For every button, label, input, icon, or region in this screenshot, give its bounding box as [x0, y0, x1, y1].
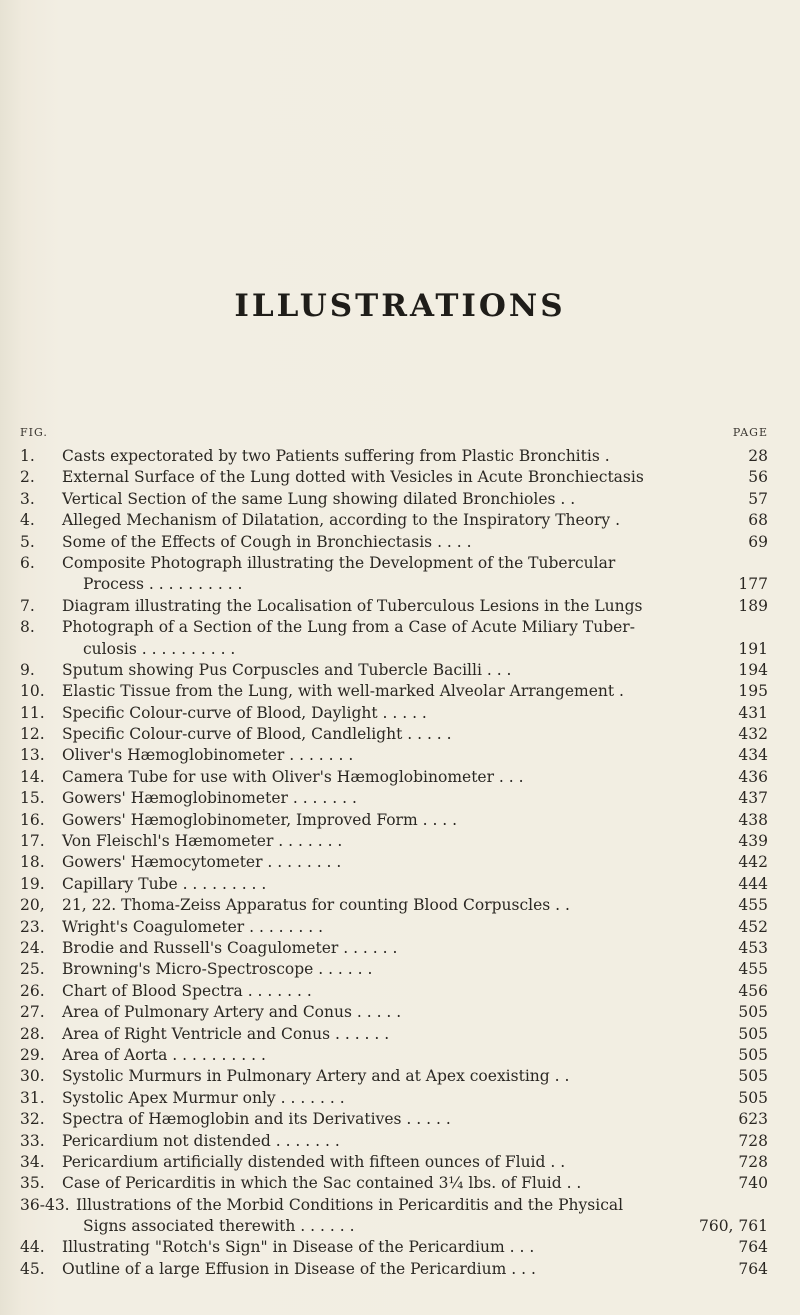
figure-number: 26. — [20, 981, 45, 1000]
page-number: 728 — [738, 1152, 768, 1171]
page-number: 728 — [738, 1131, 768, 1150]
figure-number: 6. — [20, 553, 35, 572]
list-item — [0, 1173, 800, 1194]
figure-caption: Photograph of a Section of the Lung from a Case of Acute Miliary Tuber- — [62, 618, 635, 637]
list-item — [0, 1259, 800, 1280]
page-column-header: PAGE — [732, 426, 768, 439]
list-item — [0, 917, 800, 938]
figure-number: 25. — [20, 960, 45, 979]
page-number: 431 — [738, 703, 768, 722]
page-number: 623 — [738, 1110, 768, 1129]
illustrations-list — [0, 446, 800, 1280]
list-item — [0, 617, 800, 638]
list-item — [0, 574, 800, 595]
figure-number: 23. — [20, 917, 45, 936]
list-item — [0, 1195, 800, 1216]
list-item — [0, 874, 800, 895]
figure-caption: Signs associated therewith . . . . . . — [83, 1217, 355, 1236]
list-item — [0, 1045, 800, 1066]
page-number: 69 — [748, 532, 768, 551]
figure-number: 32. — [20, 1110, 45, 1129]
figure-number: 34. — [20, 1152, 45, 1171]
figure-caption: Specific Colour-curve of Blood, Daylight . . . . . — [62, 703, 427, 722]
list-item — [0, 724, 800, 745]
page-number: 434 — [738, 746, 768, 765]
page-number: 452 — [738, 917, 768, 936]
page-number: 505 — [738, 1067, 768, 1086]
list-item — [0, 596, 800, 617]
list-item — [0, 767, 800, 788]
figure-number: 18. — [20, 853, 45, 872]
figure-number: 1. — [20, 447, 35, 465]
figure-number: 30. — [20, 1067, 45, 1086]
figure-caption: 21, 22. Thoma-Zeiss Apparatus for counting Blood Corpuscles . . — [62, 896, 570, 915]
page-number: 456 — [738, 981, 768, 1000]
figure-number: 13. — [20, 746, 45, 765]
figure-number: 44. — [20, 1238, 45, 1257]
figure-number: 19. — [20, 874, 45, 893]
figure-caption: Gowers' Hæmoglobinometer . . . . . . . — [62, 789, 357, 808]
figure-caption: Gowers' Hæmoglobinometer, Improved Form . . . . — [62, 810, 458, 829]
list-item — [0, 1002, 800, 1023]
list-item — [0, 938, 800, 959]
figure-caption: Diagram illustrating the Localisation of Tuberculous Lesions in the Lungs — [62, 596, 643, 615]
figure-number: 35. — [20, 1174, 45, 1193]
list-item — [0, 467, 800, 488]
figure-number: 24. — [20, 938, 45, 957]
list-item — [0, 489, 800, 510]
figure-number: 14. — [20, 767, 45, 786]
figure-caption: Pericardium not distended . . . . . . . — [62, 1131, 340, 1150]
figure-caption: Spectra of Hæmoglobin and its Derivatives . . . . . — [62, 1110, 451, 1129]
list-item — [0, 1066, 800, 1087]
list-item — [0, 895, 800, 916]
figure-caption: culosis . . . . . . . . . . — [83, 639, 236, 658]
page-number: 455 — [738, 896, 768, 915]
list-item — [0, 639, 800, 660]
figure-number: 7. — [20, 596, 35, 615]
page-number: 455 — [738, 960, 768, 979]
figure-number: 29. — [20, 1045, 45, 1064]
figure-number: 8. — [20, 618, 35, 637]
list-item — [0, 660, 800, 681]
figure-number: 17. — [20, 832, 45, 851]
figure-caption: Area of Pulmonary Artery and Conus . . . . . — [62, 1003, 402, 1022]
page-number: 505 — [738, 1003, 768, 1022]
figure-caption: Case of Pericarditis in which the Sac contained 3¼ lbs. of Fluid . . — [62, 1174, 582, 1193]
page-number: 438 — [738, 810, 768, 829]
list-item — [0, 788, 800, 809]
list-item — [0, 1131, 800, 1152]
page-number: 764 — [738, 1238, 768, 1257]
page-number: 189 — [738, 596, 768, 615]
list-item — [0, 703, 800, 724]
figure-number: 33. — [20, 1131, 45, 1150]
figure-number: 4. — [20, 511, 35, 530]
page-number: 764 — [738, 1259, 768, 1278]
list-item — [0, 681, 800, 702]
page-number: 436 — [738, 767, 768, 786]
list-item — [0, 510, 800, 531]
page-number: 740 — [738, 1174, 768, 1193]
page-title: ILLUSTRATIONS — [234, 288, 566, 324]
figure-number: 15. — [20, 789, 45, 808]
figure-caption: Gowers' Hæmocytometer . . . . . . . . — [62, 853, 342, 872]
page-number: 760, 761 — [698, 1217, 768, 1236]
figure-number: 28. — [20, 1024, 45, 1043]
page-number: 439 — [738, 832, 768, 851]
figure-caption: Wright's Coagulometer . . . . . . . . — [62, 917, 324, 936]
figure-caption: Pericardium artificially distended with fifteen ounces of Fluid . . — [62, 1152, 566, 1171]
page-number: 453 — [738, 938, 768, 957]
page-number: 28 — [748, 447, 768, 465]
page-number: 505 — [738, 1088, 768, 1107]
figure-caption: Camera Tube for use with Oliver's Hæmoglobinometer . . . — [62, 767, 524, 786]
figure-caption: Casts expectorated by two Patients suffering from Plastic Bronchitis . — [62, 447, 610, 465]
page-number: 68 — [748, 511, 768, 530]
figure-caption: Alleged Mechanism of Dilatation, according to the Inspiratory Theory . — [62, 511, 621, 530]
figure-number: 45. — [20, 1259, 45, 1278]
figure-caption: Von Fleischl's Hæmometer . . . . . . . — [62, 832, 343, 851]
figure-number: 11. — [20, 703, 45, 722]
figure-caption: Illustrations of the Morbid Conditions in Pericarditis and the Physical — [76, 1195, 624, 1214]
page-number: 195 — [738, 682, 768, 701]
figure-caption: Systolic Murmurs in Pulmonary Artery and at Apex coexisting . . — [62, 1067, 570, 1086]
page-number: 191 — [738, 639, 768, 658]
figure-caption: Vertical Section of the same Lung showing dilated Bronchioles . . — [62, 489, 576, 508]
figure-number: 2. — [20, 468, 35, 487]
list-item — [0, 1216, 800, 1237]
list-item — [0, 831, 800, 852]
figure-caption: Oliver's Hæmoglobinometer . . . . . . . — [62, 746, 354, 765]
figure-number: 31. — [20, 1088, 45, 1107]
list-item — [0, 532, 800, 553]
page-number: 437 — [738, 789, 768, 808]
list-item — [0, 981, 800, 1002]
figure-caption: Area of Aorta . . . . . . . . . . — [62, 1045, 266, 1064]
list-item — [0, 1152, 800, 1173]
list-item — [0, 959, 800, 980]
figure-number: 12. — [20, 725, 45, 744]
figure-caption: Some of the Effects of Cough in Bronchiectasis . . . . — [62, 532, 472, 551]
list-item — [0, 1109, 800, 1130]
list-item — [0, 1024, 800, 1045]
figure-number: 3. — [20, 489, 35, 508]
list-item — [0, 810, 800, 831]
figure-caption: External Surface of the Lung dotted with Vesicles in Acute Bronchiectasis — [62, 468, 644, 487]
figure-caption: Outline of a large Effusion in Disease of the Pericardium . . . — [62, 1259, 536, 1278]
page-number: 432 — [738, 725, 768, 744]
figure-caption: Elastic Tissue from the Lung, with well-marked Alveolar Arrangement . — [62, 682, 624, 701]
list-item — [0, 1088, 800, 1109]
page-number: 505 — [738, 1045, 768, 1064]
figure-caption: Brodie and Russell's Coagulometer . . . . . . — [62, 938, 398, 957]
figure-number: 5. — [20, 532, 35, 551]
figure-number: 9. — [20, 660, 35, 679]
figure-caption: Specific Colour-curve of Blood, Candlelight . . . . . — [62, 725, 452, 744]
page-number: 194 — [738, 660, 768, 679]
page-number: 177 — [738, 575, 768, 594]
figure-caption: Systolic Apex Murmur only . . . . . . . — [62, 1088, 345, 1107]
fig-column-header: FIG. — [20, 426, 48, 439]
page-number: 444 — [738, 874, 768, 893]
figure-caption: Area of Right Ventricle and Conus . . . . . . — [62, 1024, 390, 1043]
list-item — [0, 446, 800, 467]
figure-caption: Illustrating "Rotch's Sign" in Disease of the Pericardium . . . — [62, 1238, 535, 1257]
figure-number: 16. — [20, 810, 45, 829]
list-item — [0, 745, 800, 766]
list-item — [0, 1237, 800, 1258]
figure-number: 20, — [20, 896, 45, 915]
figure-number: 27. — [20, 1003, 45, 1022]
list-item — [0, 852, 800, 873]
figure-caption: Process . . . . . . . . . . — [83, 575, 243, 594]
figure-caption: Composite Photograph illustrating the Development of the Tubercular — [62, 553, 616, 572]
figure-number: 10. — [20, 682, 45, 701]
page-number: 442 — [738, 853, 768, 872]
figure-number: 36-43. — [20, 1195, 70, 1214]
page-number: 505 — [738, 1024, 768, 1043]
figure-caption: Sputum showing Pus Corpuscles and Tubercle Bacilli . . . — [62, 660, 512, 679]
figure-caption: Chart of Blood Spectra . . . . . . . — [62, 981, 312, 1000]
page-number: 56 — [748, 468, 768, 487]
list-item — [0, 553, 800, 574]
page-number: 57 — [748, 489, 768, 508]
figure-caption: Capillary Tube . . . . . . . . . — [62, 874, 267, 893]
figure-caption: Browning's Micro-Spectroscope . . . . . . — [62, 960, 373, 979]
